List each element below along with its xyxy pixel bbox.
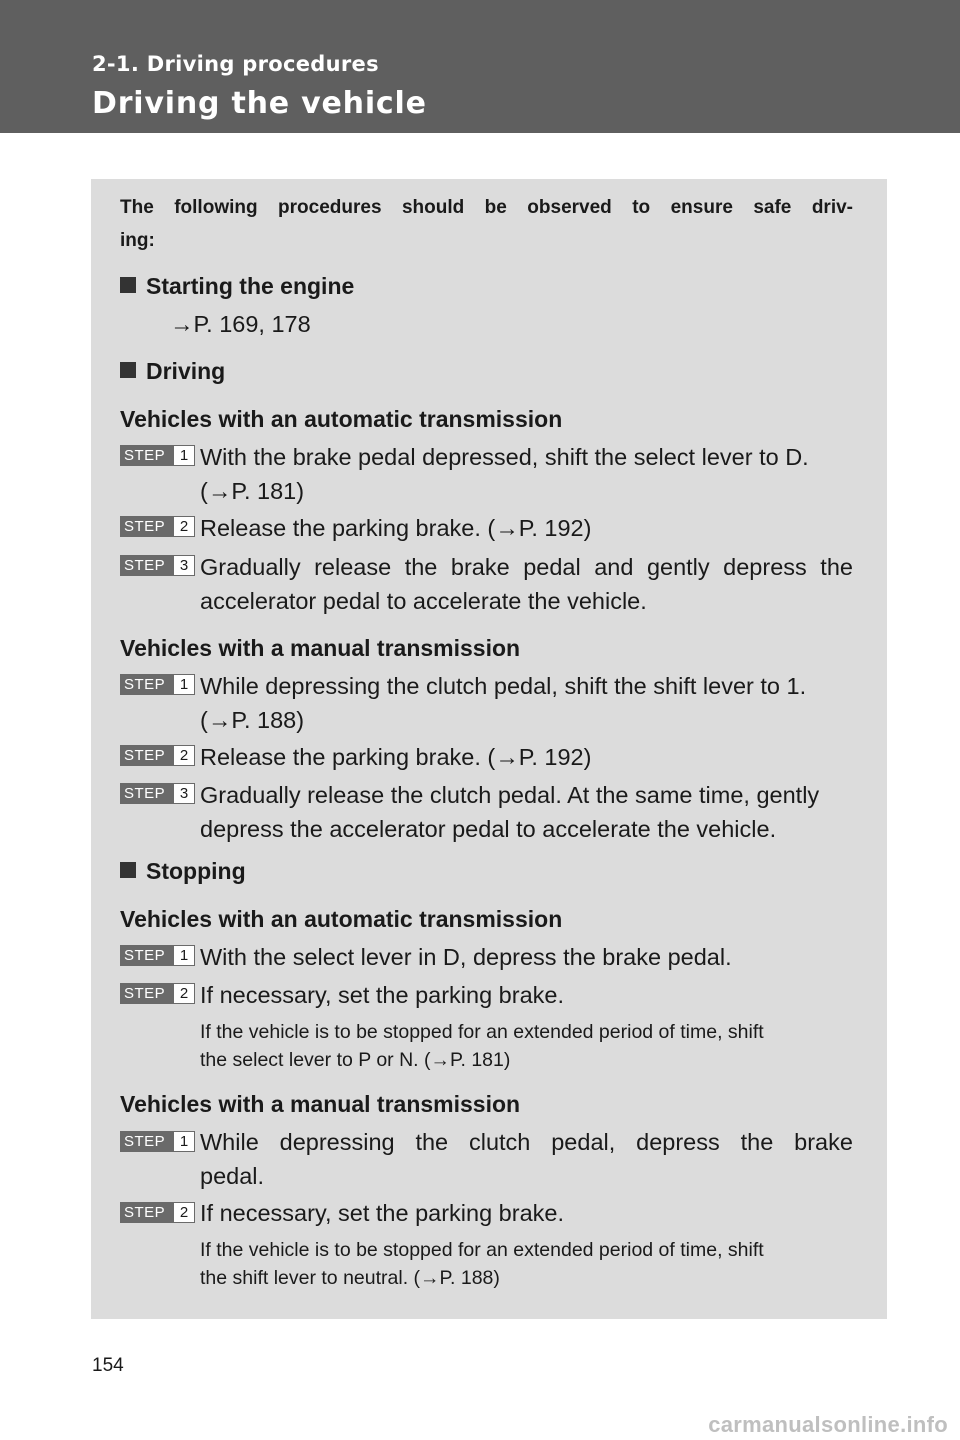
word: gently [646, 554, 710, 580]
bullet-square-icon [120, 862, 136, 878]
word: The [120, 197, 154, 218]
intro-line-1 [120, 197, 853, 219]
step-text: (→P. 188) [200, 707, 305, 733]
step-text: Gradually release the clutch pedal. At the same time, gently [200, 782, 820, 808]
step-text: If necessary, set the parking brake. [200, 982, 564, 1008]
watermark: carmanualsonline.info [708, 1412, 948, 1437]
word: ensure [670, 197, 733, 218]
step-text: depress the accelerator pedal to accelerate the vehicle. [200, 816, 777, 842]
section-label: 2-1. Driving procedures [92, 52, 379, 76]
step-text: pedal. [200, 1163, 265, 1189]
step-text: (→P. 181) [200, 478, 305, 504]
intro-line-2: ing: [120, 230, 155, 251]
step-badge: STEP 2 [120, 516, 195, 537]
word: While [200, 1129, 259, 1155]
heading-starting-engine: Starting the engine [120, 273, 354, 300]
word: brake [794, 1129, 853, 1155]
step-badge: STEP 1 [120, 674, 195, 695]
driving-auto-title: Vehicles with an automatic transmission [120, 406, 563, 432]
step-badge: STEP 2 [120, 983, 195, 1004]
word: be [484, 197, 507, 218]
word: to [632, 197, 651, 218]
step-note: the shift lever to neutral. (→P. 188) [200, 1267, 500, 1289]
word: and [594, 554, 634, 580]
step-text: While depressing the clutch pedal, shift the shift lever to 1. [200, 673, 807, 699]
step-note: If the vehicle is to be stopped for an extended period of time, shift [200, 1239, 764, 1261]
bullet-square-icon [120, 277, 136, 293]
step-badge: STEP 2 [120, 745, 195, 766]
step-badge: STEP 1 [120, 1131, 195, 1152]
step-note: the select lever to P or N. (→P. 181) [200, 1049, 511, 1071]
step-badge: STEP 2 [120, 1202, 195, 1223]
step-text: accelerator pedal to accelerate the vehicle. [200, 588, 647, 614]
word: release [314, 554, 392, 580]
step-text: If necessary, set the parking brake. [200, 1200, 564, 1226]
driving-manual-title: Vehicles with a manual transmission [120, 635, 521, 661]
word: the [415, 1129, 449, 1155]
word: depress [723, 554, 807, 580]
stopping-auto-title: Vehicles with an automatic transmission [120, 906, 563, 932]
page-title: Driving the vehicle [92, 86, 427, 121]
heading-stopping: Stopping [120, 858, 246, 885]
chapter-header [0, 0, 960, 133]
word: Gradually [200, 554, 301, 580]
step-text: Release the parking brake. (→P. 192) [200, 744, 592, 770]
step-badge: STEP 1 [120, 445, 195, 466]
step-badge: STEP 3 [120, 555, 195, 576]
heading-driving: Driving [120, 358, 225, 385]
word: depress [636, 1129, 720, 1155]
word: brake [450, 554, 510, 580]
step-text [200, 1129, 853, 1156]
word: depressing [279, 1129, 395, 1155]
step-note: If the vehicle is to be stopped for an extended period of time, shift [200, 1021, 764, 1043]
word: the [404, 554, 438, 580]
word: safe [753, 197, 792, 218]
step-text [200, 554, 853, 581]
step-badge: STEP 1 [120, 945, 195, 966]
page-number: 154 [92, 1355, 124, 1376]
step-badge: STEP 3 [120, 783, 195, 804]
word: procedures [278, 197, 382, 218]
bullet-square-icon [120, 362, 136, 378]
word: driv- [811, 197, 853, 218]
step-text: With the select lever in D, depress the brake pedal. [200, 944, 732, 970]
word: pedal, [551, 1129, 616, 1155]
stopping-manual-title: Vehicles with a manual transmission [120, 1091, 521, 1117]
step-text: Release the parking brake. (→P. 192) [200, 515, 592, 541]
word: the [820, 554, 853, 580]
word: following [174, 197, 258, 218]
word: should [401, 197, 465, 218]
word: the [740, 1129, 774, 1155]
step-text: With the brake pedal depressed, shift the select lever to D. [200, 444, 809, 470]
word: observed [527, 197, 612, 218]
word: clutch [468, 1129, 531, 1155]
starting-engine-ref: →P. 169, 178 [170, 311, 311, 337]
word: pedal [523, 554, 581, 580]
